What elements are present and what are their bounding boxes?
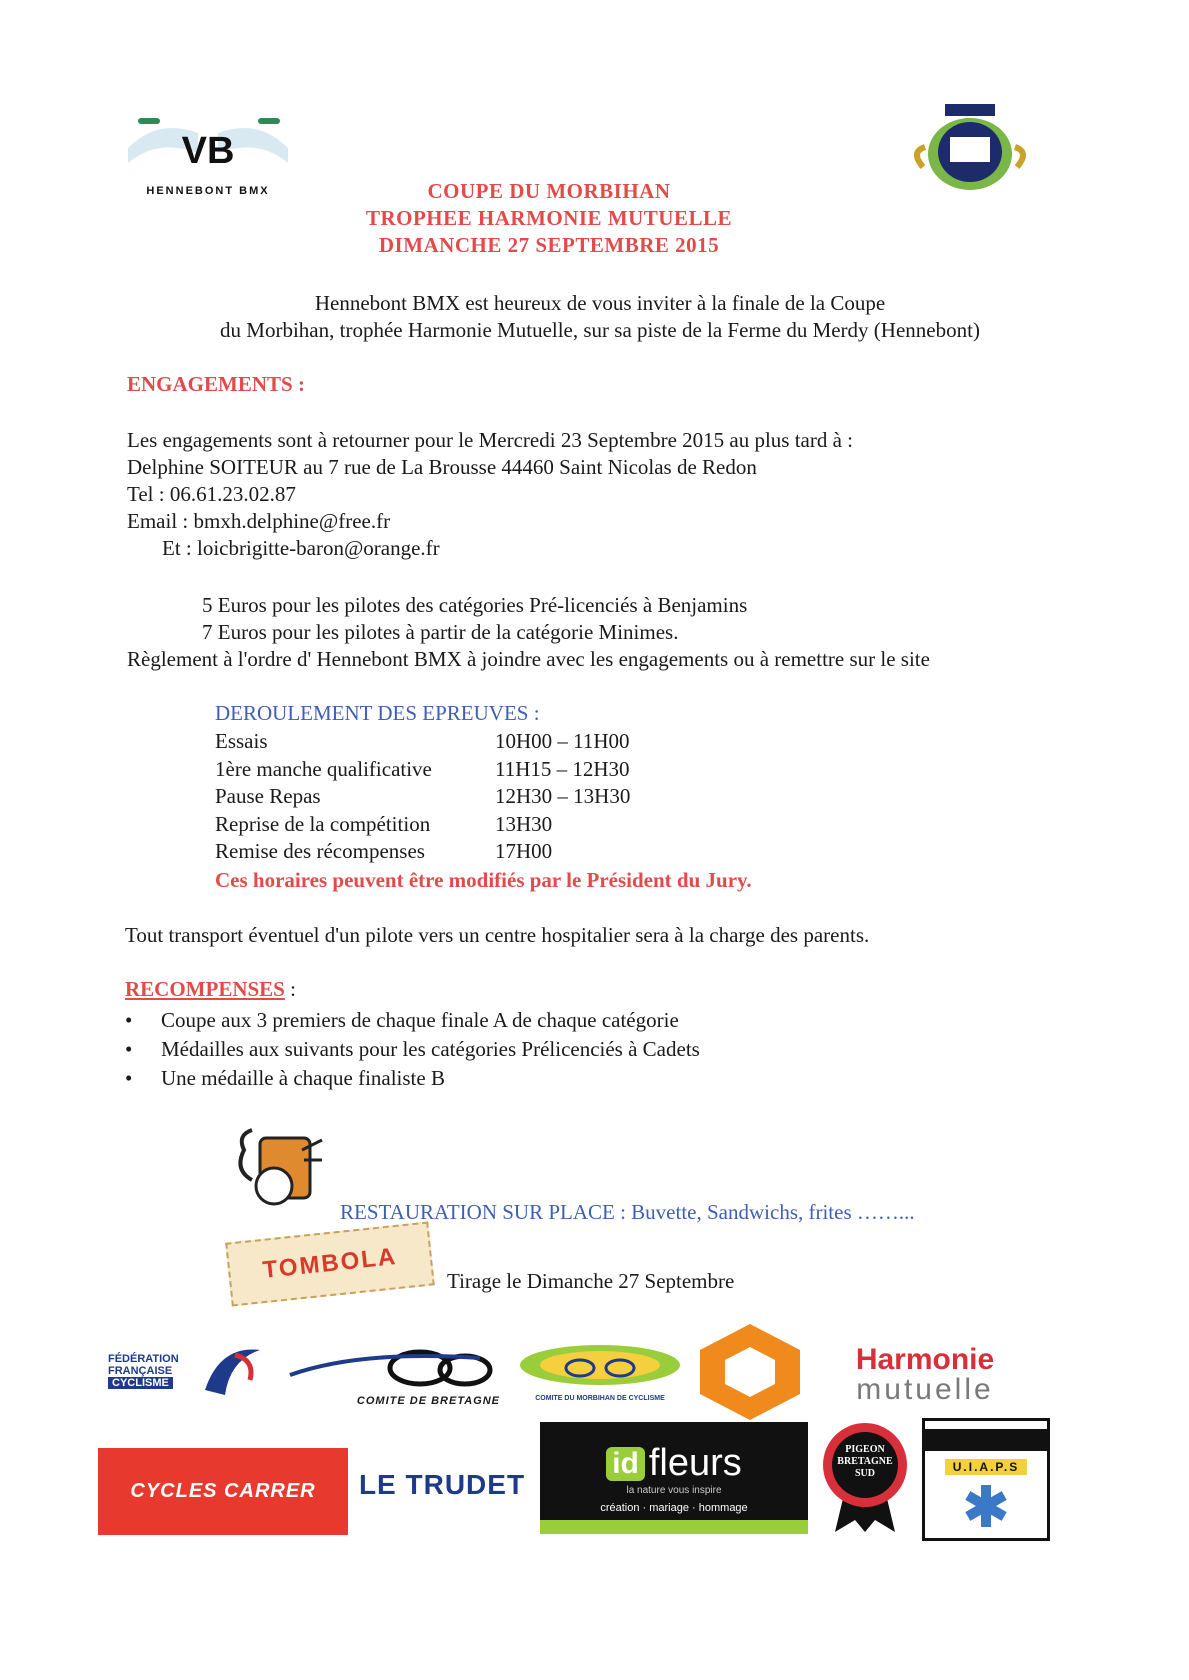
schedule-row (215, 811, 915, 839)
schedule-time: 17H00 (495, 839, 553, 863)
ffc-line-1: FÉDÉRATION (108, 1353, 179, 1365)
hennebont-bmx-text: HENNEBONT BMX (146, 185, 270, 197)
intro-paragraph (120, 290, 1080, 344)
title-block (249, 178, 849, 259)
schedule-time: 10H00 – 11H00 (495, 729, 630, 753)
price-line-2: 7 Euros pour les pilotes à partir de la catégorie Minimes. (202, 620, 679, 644)
idfleurs-brand (606, 1442, 742, 1485)
pigeon-bretagne-sud-logo (820, 1420, 910, 1535)
tombola-badge: TOMBOLA (261, 1243, 399, 1284)
pigeon-text (820, 1444, 910, 1480)
pigeon-line-1: PIGEON (845, 1444, 885, 1455)
schedule-label: Essais (215, 729, 268, 753)
schedule-label: Reprise de la compétition (215, 811, 431, 836)
engagements-deadline: Les engagements sont à retourner pour le Mercredi 23 Septembre 2015 au plus tard à : (127, 428, 854, 452)
coat-of-arms-logo (905, 102, 1035, 202)
recompenses-heading: RECOMPENSES (125, 977, 285, 1001)
engagements-phone: Tel : 06.61.23.02.87 (127, 482, 296, 506)
engagements-email-2: Et : loicbrigitte-baron@orange.fr (162, 536, 440, 560)
ffc-swoosh-icon (200, 1340, 270, 1400)
intro-line-1: Hennebont BMX est heureux de vous inviter à la finale de la Coupe (314, 291, 886, 315)
mutuelle-word: mutuelle (856, 1373, 994, 1406)
schedule-heading: DEROULEMENT DES EPREUVES : (215, 701, 540, 725)
schedule-row (215, 756, 915, 784)
transport-note: Tout transport éventuel d'un pilote vers un centre hospitalier sera à la charge des parents. (125, 923, 870, 947)
schedule-row (215, 728, 915, 756)
pigeon-line-2: BRETAGNE (837, 1456, 893, 1467)
uiaps-header-bar (925, 1429, 1047, 1451)
tombola-ticket (225, 1222, 435, 1307)
schedule-label: Remise des récompenses (215, 839, 425, 863)
recompenses-list (125, 1006, 1025, 1093)
schedule-time: 12H30 – 13H30 (495, 784, 631, 808)
restauration-text: RESTAURATION SUR PLACE : Buvette, Sandwichs, frites ……... (340, 1200, 915, 1224)
schedule-label: 1ère manche qualificative (215, 756, 432, 781)
le-trudet-text: LE TRUDET (358, 1469, 526, 1500)
idfleurs-id: id (606, 1447, 645, 1481)
idfleurs-bar (540, 1520, 808, 1534)
title-line-2: TROPHEE HARMONIE MUTUELLE (365, 206, 733, 230)
list-item: • Médailles aux suivants pour les catégories Prélicenciés à Cadets (125, 1035, 1025, 1064)
harmonie-hexagon-icon (695, 1322, 805, 1422)
price-block (127, 592, 1127, 673)
uiaps-text: U.I.A.P.S (945, 1459, 1027, 1475)
engagements-details (127, 427, 1127, 562)
svg-text:VB: VB (181, 130, 235, 172)
ffc-line-2: FRANÇAISE (108, 1365, 173, 1377)
engagements-heading: ENGAGEMENTS : (127, 372, 305, 396)
comite-bretagne-text: COMITE DE BRETAGNE (356, 1395, 500, 1407)
tombola-text: Tirage le Dimanche 27 Septembre (447, 1269, 735, 1293)
recompenses-heading-row (125, 977, 296, 1002)
schedule-time: 13H30 (495, 811, 553, 836)
ffc-line-3: CYCLISME (108, 1377, 173, 1389)
cycles-carrer-logo (98, 1448, 348, 1535)
harmonie-word: Harmonie (855, 1343, 995, 1376)
payment-line: Règlement à l'ordre d' Hennebont BMX à joindre avec les engagements ou à remettre sur le site (127, 647, 930, 671)
idfleurs-logo (540, 1422, 808, 1534)
intro-line-2: du Morbihan, trophée Harmonie Mutuelle, sur sa piste de la Ferme du Merdy (Hennebont) (220, 318, 980, 342)
schedule-row (215, 783, 915, 811)
idfleurs-slogan: la nature vous inspire (626, 1485, 722, 1496)
engagements-email: Email : bmxh.delphine@free.fr (127, 509, 391, 533)
harmonie-mutuelle-logo (825, 1340, 1025, 1410)
star-of-life-icon (961, 1481, 1011, 1531)
schedule-label: Pause Repas (215, 784, 321, 808)
list-item: • Coupe aux 3 premiers de chaque finale A de chaque catégorie (125, 1006, 1025, 1035)
schedule-table (215, 728, 915, 894)
schedule-row (215, 838, 915, 866)
comite-morbihan-text: COMITE DU MORBIHAN DE CYCLISME (535, 1395, 665, 1402)
schedule-time: 11H15 – 12H30 (495, 756, 630, 781)
title-line-1: COUPE DU MORBIHAN (427, 179, 671, 203)
price-line-1: 5 Euros pour les pilotes des catégories Pré-licenciés à Benjamins (202, 593, 748, 617)
idfleurs-services: création · mariage · hommage (600, 1502, 748, 1514)
idfleurs-word: fleurs (648, 1442, 742, 1484)
cycles-carrer-text: CYCLES CARRER (130, 1480, 316, 1502)
uiaps-logo (922, 1418, 1050, 1541)
comite-morbihan-logo (515, 1340, 685, 1410)
restaurant-icon (232, 1120, 327, 1220)
comite-bretagne-logo (280, 1340, 500, 1410)
list-item: • Une médaille à chaque finaliste B (125, 1064, 1025, 1093)
title-line-3: DIMANCHE 27 SEPTEMBRE 2015 (378, 233, 720, 257)
le-trudet-logo (352, 1450, 532, 1520)
recompenses-colon: : (284, 977, 296, 1001)
engagements-address: Delphine SOITEUR au 7 rue de La Brousse 44460 Saint Nicolas de Redon (127, 455, 757, 479)
pigeon-line-3: SUD (854, 1468, 875, 1479)
schedule-note: Ces horaires peuvent être modifiés par le Président du Jury. (215, 867, 752, 892)
